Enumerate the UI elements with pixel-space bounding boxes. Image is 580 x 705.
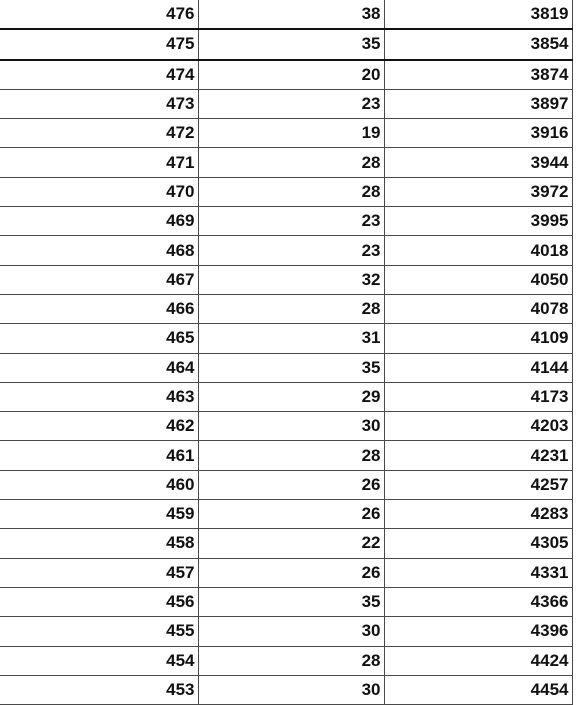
table-cell[interactable]: 3972: [384, 177, 572, 206]
table-cell[interactable]: 467: [0, 265, 198, 294]
table-cell-empty[interactable]: [572, 500, 580, 529]
table-cell-empty[interactable]: [572, 148, 580, 177]
table-cell-empty[interactable]: [572, 236, 580, 265]
table-row: [0, 587, 580, 616]
table-row: [0, 60, 580, 90]
table-cell[interactable]: 3819: [384, 0, 572, 29]
table-cell[interactable]: 470: [0, 177, 198, 206]
table-cell[interactable]: 3897: [384, 89, 572, 118]
table-row: [0, 148, 580, 177]
table-row: [0, 207, 580, 236]
table-row: [0, 177, 580, 206]
table-cell[interactable]: 456: [0, 587, 198, 616]
table-cell-empty[interactable]: [572, 89, 580, 118]
table-row: [0, 294, 580, 323]
table-cell[interactable]: 472: [0, 119, 198, 148]
table-cell[interactable]: 4283: [384, 500, 572, 529]
table-cell[interactable]: 3995: [384, 207, 572, 236]
table-cell-empty[interactable]: [572, 587, 580, 616]
table-cell[interactable]: 474: [0, 60, 198, 90]
table-cell[interactable]: 4050: [384, 265, 572, 294]
table-cell-empty[interactable]: [572, 470, 580, 499]
table-cell[interactable]: 4173: [384, 382, 572, 411]
table-cell[interactable]: 35: [198, 29, 384, 59]
table-row: [0, 500, 580, 529]
table-cell[interactable]: 4331: [384, 558, 572, 587]
table-cell-empty[interactable]: [572, 294, 580, 323]
table-row: [0, 412, 580, 441]
table-cell[interactable]: 26: [198, 500, 384, 529]
table-cell[interactable]: 26: [198, 470, 384, 499]
table-cell[interactable]: 473: [0, 89, 198, 118]
table-cell[interactable]: 3916: [384, 119, 572, 148]
table-cell[interactable]: 461: [0, 441, 198, 470]
table-cell-empty[interactable]: [572, 29, 580, 59]
table-cell[interactable]: 471: [0, 148, 198, 177]
table-cell[interactable]: 30: [198, 675, 384, 704]
table-cell[interactable]: 453: [0, 675, 198, 704]
table-cell[interactable]: 3944: [384, 148, 572, 177]
table-cell[interactable]: 20: [198, 60, 384, 90]
table-cell-empty[interactable]: [572, 558, 580, 587]
table-cell-empty[interactable]: [572, 412, 580, 441]
table-cell[interactable]: 29: [198, 382, 384, 411]
table-cell[interactable]: 4078: [384, 294, 572, 323]
table-cell[interactable]: 28: [198, 441, 384, 470]
table-row: [0, 89, 580, 118]
table-cell-empty[interactable]: [572, 177, 580, 206]
table-cell[interactable]: 454: [0, 646, 198, 675]
table-cell[interactable]: 4424: [384, 646, 572, 675]
table-cell-empty[interactable]: [572, 646, 580, 675]
table-cell[interactable]: 35: [198, 353, 384, 382]
table-row: [0, 470, 580, 499]
table-cell[interactable]: 476: [0, 0, 198, 29]
table-cell[interactable]: 465: [0, 324, 198, 353]
table-cell[interactable]: 3874: [384, 60, 572, 90]
table-row: [0, 0, 580, 29]
table-cell[interactable]: 22: [198, 529, 384, 558]
table-cell[interactable]: 28: [198, 148, 384, 177]
table-cell[interactable]: 30: [198, 617, 384, 646]
table-row: [0, 353, 580, 382]
table-cell[interactable]: 459: [0, 500, 198, 529]
table-cell[interactable]: 4231: [384, 441, 572, 470]
table-cell[interactable]: 466: [0, 294, 198, 323]
table-cell[interactable]: 463: [0, 382, 198, 411]
table-cell[interactable]: 28: [198, 177, 384, 206]
table-cell-empty[interactable]: [572, 119, 580, 148]
table-cell[interactable]: 464: [0, 353, 198, 382]
table-cell[interactable]: 460: [0, 470, 198, 499]
table-row: [0, 324, 580, 353]
table-row: [0, 646, 580, 675]
table-cell[interactable]: 26: [198, 558, 384, 587]
table-cell[interactable]: 455: [0, 617, 198, 646]
table-cell[interactable]: 19: [198, 119, 384, 148]
table-cell[interactable]: 30: [198, 412, 384, 441]
table-cell[interactable]: 4366: [384, 587, 572, 616]
table-cell[interactable]: 4257: [384, 470, 572, 499]
table-cell[interactable]: 23: [198, 236, 384, 265]
table-cell-empty[interactable]: [572, 382, 580, 411]
table-cell[interactable]: 32: [198, 265, 384, 294]
table-row: [0, 29, 580, 59]
table-cell[interactable]: 23: [198, 207, 384, 236]
table-cell[interactable]: 469: [0, 207, 198, 236]
table-row: [0, 617, 580, 646]
table-cell[interactable]: 468: [0, 236, 198, 265]
table-cell[interactable]: 458: [0, 529, 198, 558]
table-cell-empty[interactable]: [572, 324, 580, 353]
table-row: [0, 558, 580, 587]
table-cell[interactable]: 4018: [384, 236, 572, 265]
table-row: [0, 236, 580, 265]
table-cell[interactable]: 4454: [384, 675, 572, 704]
table-cell[interactable]: 4305: [384, 529, 572, 558]
table-cell-empty[interactable]: [572, 675, 580, 704]
table-cell[interactable]: 28: [198, 294, 384, 323]
table-row: [0, 675, 580, 704]
table-row: [0, 529, 580, 558]
table-cell-empty[interactable]: [572, 265, 580, 294]
table-cell[interactable]: 23: [198, 89, 384, 118]
table-row: [0, 119, 580, 148]
table-row: [0, 441, 580, 470]
table-cell[interactable]: 4396: [384, 617, 572, 646]
table-cell-empty[interactable]: [572, 617, 580, 646]
table-cell-empty[interactable]: [572, 353, 580, 382]
table-cell-empty[interactable]: [572, 441, 580, 470]
table-cell[interactable]: 3854: [384, 29, 572, 59]
table-cell[interactable]: 462: [0, 412, 198, 441]
table-cell[interactable]: 28: [198, 646, 384, 675]
table-cell[interactable]: 4144: [384, 353, 572, 382]
table-row: [0, 265, 580, 294]
table-cell[interactable]: 457: [0, 558, 198, 587]
table-cell-empty[interactable]: [572, 60, 580, 90]
table-cell[interactable]: 4109: [384, 324, 572, 353]
table-cell[interactable]: 35: [198, 587, 384, 616]
table-cell-empty[interactable]: [572, 0, 580, 29]
table-cell[interactable]: 38: [198, 0, 384, 29]
table-row: [0, 382, 580, 411]
table-cell-empty[interactable]: [572, 207, 580, 236]
table-cell[interactable]: 4203: [384, 412, 572, 441]
table-cell-empty[interactable]: [572, 529, 580, 558]
table-cell[interactable]: 31: [198, 324, 384, 353]
table-cell[interactable]: 475: [0, 29, 198, 59]
